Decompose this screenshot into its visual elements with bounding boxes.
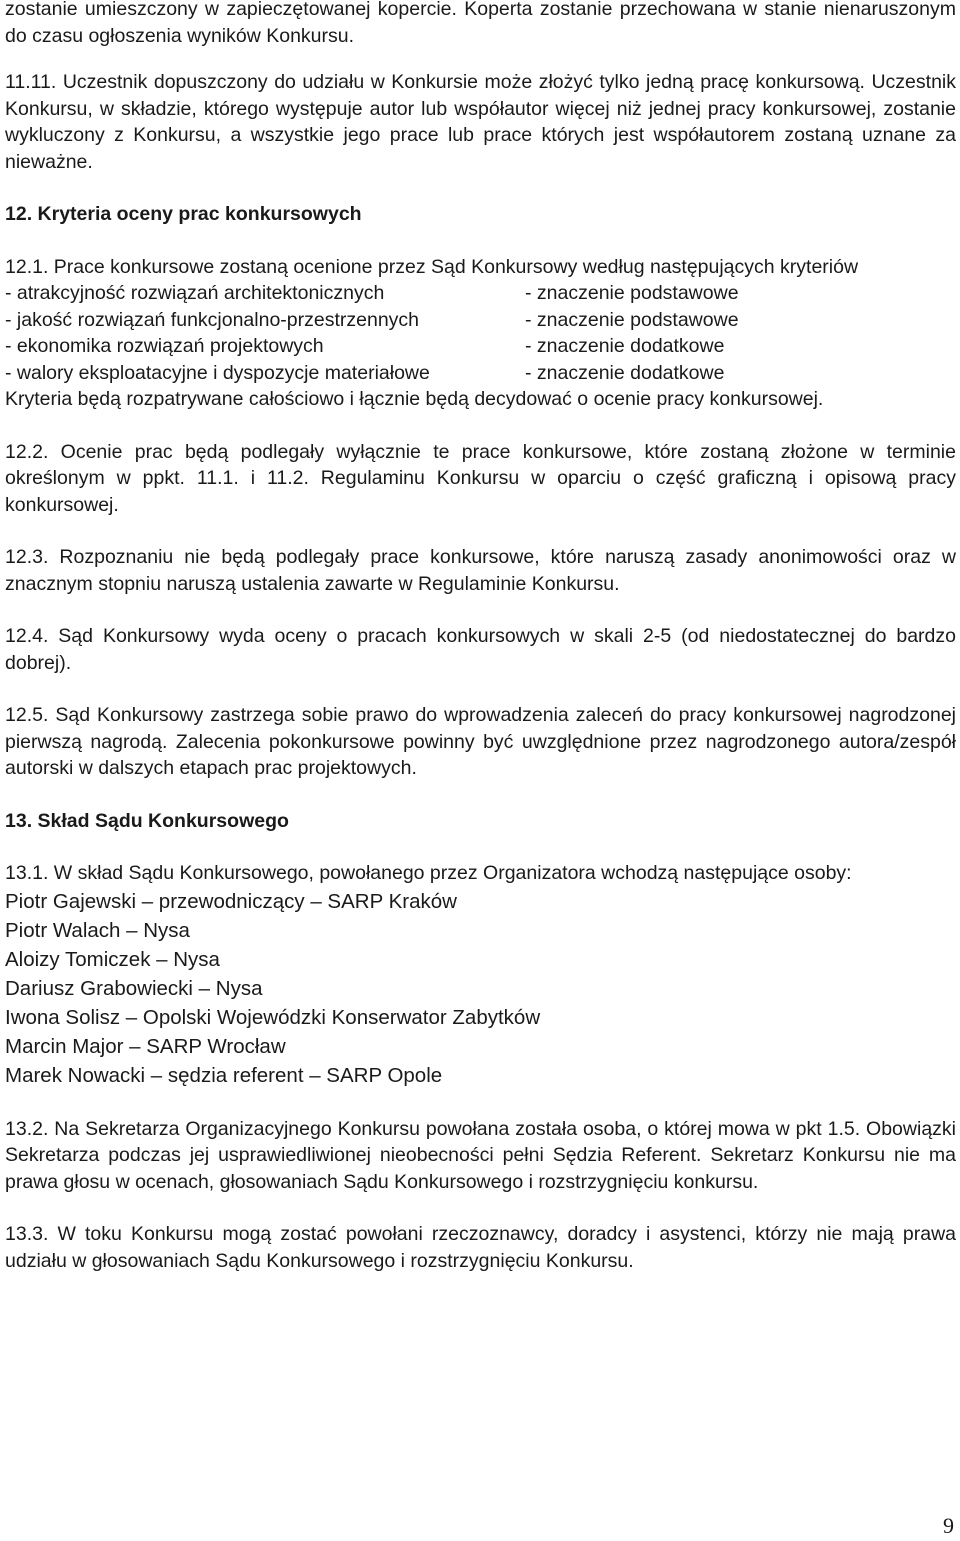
criteria-list xyxy=(5,280,956,386)
intro-paragraph: zostanie umieszczony w zapieczętowanej kopercie. Koperta zostanie przechowana w stanie nienaruszonym do czasu ogłoszenia wyników Konkursu. xyxy=(5,0,956,47)
paragraph-12-1-tail: Kryteria będą rozpatrywane całościowo i łącznie będą decydować o ocenie pracy konkursowej. xyxy=(5,388,824,410)
section-13-heading: 13. Skład Sądu Konkursowego xyxy=(5,809,289,832)
criteria-row xyxy=(5,307,956,334)
jury-member: Piotr Gajewski – przewodniczący – SARP Kraków xyxy=(5,889,457,913)
jury-member: Marcin Major – SARP Wrocław xyxy=(5,1034,286,1058)
criteria-row xyxy=(5,333,956,360)
criterion-weight: - znaczenie dodatkowe xyxy=(525,361,725,384)
paragraph-12-4: 12.4. Sąd Konkursowy wyda oceny o pracach konkursowych w skali 2-5 (od niedostatecznej do bardzo dobrej). xyxy=(5,625,956,674)
jury-members-list xyxy=(5,887,956,1090)
criterion-name: - jakość rozwiązań funkcjonalno-przestrzennych xyxy=(5,308,420,331)
criteria-row xyxy=(5,280,956,307)
paragraph-13-3: 13.3. W toku Konkursu mogą zostać powołani rzeczoznawcy, doradcy i asystenci, którzy nie mają prawa udziału w głosowaniach Sądu Konkursowego i rozstrzygnięciu Konkursu. xyxy=(5,1223,956,1272)
paragraph-12-2: 12.2. Ocenie prac będą podlegały wyłącznie te prace konkursowe, które zostaną złożone w terminie określonym w ppkt. 11.1. i 11.2. Regulaminu Konkursu w oparciu o część graficzną i opisową pracy konkursowej. xyxy=(5,440,956,516)
criteria-row xyxy=(5,360,956,387)
section-12-heading: 12. Kryteria oceny prac konkursowych xyxy=(5,203,362,225)
criterion-name: - atrakcyjność rozwiązań architektonicznych xyxy=(5,282,385,304)
paragraph-12-3: 12.3. Rozpoznaniu nie będą podlegały prace konkursowe, które naruszą zasady anonimowości oraz w znacznym stopniu naruszą ustalenia zawarte w Regulaminie Konkursu. xyxy=(5,546,956,595)
jury-member: Piotr Walach – Nysa xyxy=(5,918,190,942)
criterion-weight: - znaczenie podstawowe xyxy=(525,282,739,304)
criterion-name: - walory eksploatacyjne i dyspozycje materiałowe xyxy=(5,361,430,384)
criterion-name: - ekonomika rozwiązań projektowych xyxy=(5,335,324,357)
jury-member: Aloizy Tomiczek – Nysa xyxy=(5,947,220,971)
criterion-weight: - znaczenie podstawowe xyxy=(525,308,739,331)
paragraph-12-1: 12.1. Prace konkursowe zostaną ocenione przez Sąd Konkursowy według następujących kryteriów xyxy=(5,255,859,278)
page-number: 9 xyxy=(943,1513,954,1538)
jury-member: Dariusz Grabowiecki – Nysa xyxy=(5,976,263,1000)
jury-member: Marek Nowacki – sędzia referent – SARP Opole xyxy=(5,1063,443,1087)
paragraph-13-1: 13.1. W skład Sądu Konkursowego, powołanego przez Organizatora wchodzą następujące osoby: xyxy=(5,862,852,884)
paragraph-13-2: 13.2. Na Sekretarza Organizacyjnego Konkursu powołana została osoba, o której mowa w pkt 1.5. Obowiązki Sekretarza podczas jej usprawiedliwionej nieobecności pełni Sędzia Referent. Sekretarz Konkursu nie ma prawa głosu w ocenach, głosowaniach Sądu Konkursowego i rozstrzygnięciu konkursu. xyxy=(5,1117,956,1193)
document-page xyxy=(5,0,956,1274)
criterion-weight: - znaczenie dodatkowe xyxy=(525,335,725,357)
jury-member: Iwona Solisz – Opolski Wojewódzki Konserwator Zabytków xyxy=(5,1005,541,1029)
paragraph-11-11: 11.11. Uczestnik dopuszczony do udziału w Konkursie może złożyć tylko jedną pracę konkursową. Uczestnik Konkursu, w składzie, którego występuje autor lub współautor więcej niż jednej pracy konkursowej, zostanie wykluczony z Konkursu, a wszystkie jego prace lub prace których jest współautorem zostaną uznane za nieważne. xyxy=(5,71,956,173)
paragraph-12-5: 12.5. Sąd Konkursowy zastrzega sobie prawo do wprowadzenia zaleceń do pracy konkursowej nagrodzonej pierwszą nagrodą. Zalecenia pokonkursowe powinny być uwzględnione przez nagrodzonego autora/zespół autorski w dalszych etapach prac projektowych. xyxy=(5,704,956,779)
